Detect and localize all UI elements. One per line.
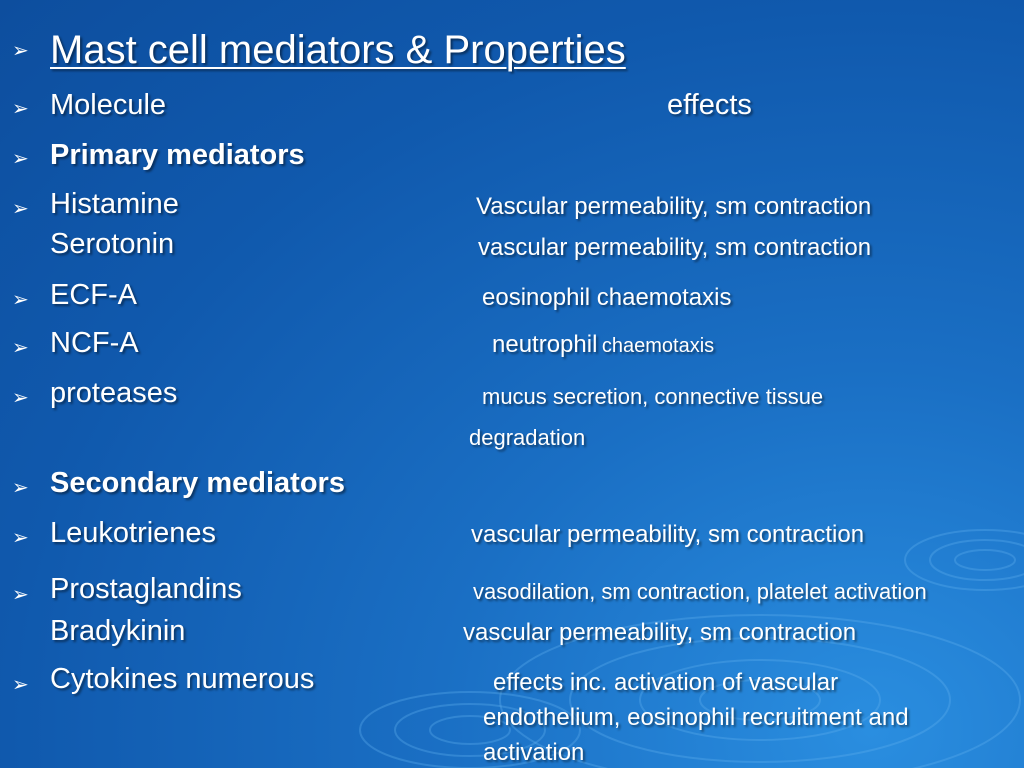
leukotrienes-label: Leukotrienes [50, 517, 217, 549]
cytokines-effect-line2: endothelium, eosinophil recruitment and [483, 704, 909, 731]
ecf-a-effect: eosinophil chaemotaxis [482, 284, 732, 311]
bullet-icon: ➢ [12, 527, 29, 549]
cytokines-effect-line1: effects inc. activation of vascular [493, 669, 839, 696]
bullet-icon: ➢ [12, 289, 29, 311]
leukotrienes-effect: vascular permeability, sm contraction [471, 521, 865, 548]
prostaglandins-label: Prostaglandins [50, 573, 242, 605]
bullet-icon: ➢ [12, 40, 29, 62]
slide-title: Mast cell mediators & Properties [50, 28, 626, 72]
proteases-effect-line2: degradation [469, 425, 586, 450]
ecf-a-label: ECF-A [50, 279, 137, 311]
column-header-effects: effects [667, 89, 752, 121]
bullet-icon: ➢ [12, 387, 29, 409]
bullet-icon: ➢ [12, 198, 29, 220]
prostaglandins-effect: vasodilation, sm contraction, platelet activation [473, 579, 927, 604]
serotonin-effect: vascular permeability, sm contraction [478, 234, 872, 261]
serotonin-label: Serotonin [50, 228, 175, 260]
histamine-effect: Vascular permeability, sm contraction [476, 193, 872, 220]
ncf-a-effect-small: chaemotaxis [601, 335, 715, 357]
bullet-icon: ➢ [12, 148, 29, 170]
histamine-label: Histamine [50, 188, 179, 220]
ncf-a-effect-main: neutrophil [492, 331, 598, 358]
bradykinin-label: Bradykinin [50, 615, 186, 647]
proteases-label: proteases [50, 377, 178, 409]
bullet-icon: ➢ [12, 674, 29, 696]
bullet-icon: ➢ [12, 584, 29, 606]
column-header-molecule: Molecule [50, 89, 167, 121]
ncf-a-effect [492, 331, 714, 359]
ncf-a-label: NCF-A [50, 327, 139, 359]
bullet-icon: ➢ [12, 337, 29, 359]
cytokines-effect-line3: activation [483, 739, 585, 766]
bullet-icon: ➢ [12, 477, 29, 499]
primary-mediators-heading: Primary mediators [50, 139, 305, 171]
proteases-effect-line1: mucus secretion, connective tissue [482, 384, 824, 409]
bradykinin-effect: vascular permeability, sm contraction [463, 619, 857, 646]
bullet-icon: ➢ [12, 98, 29, 120]
cytokines-label: Cytokines numerous [50, 663, 315, 695]
secondary-mediators-heading: Secondary mediators [50, 467, 345, 499]
